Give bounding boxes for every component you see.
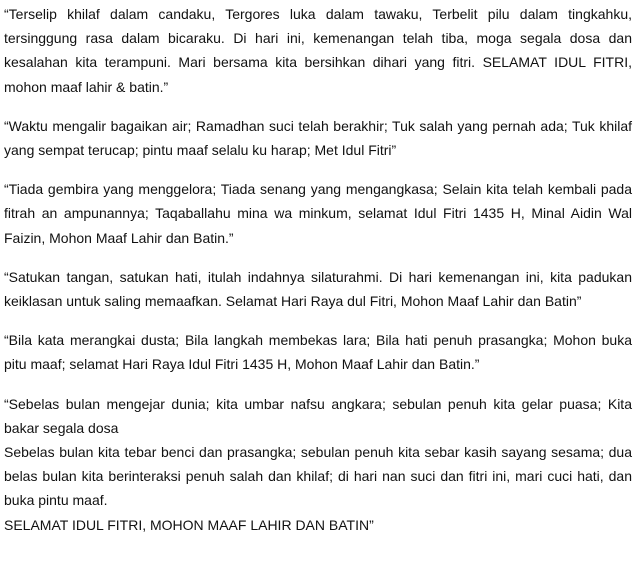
paragraph-2: “Waktu mengalir bagaikan air; Ramadhan suci telah berakhir; Tuk salah yang pernah ada; Tuk khilaf yang sempat terucap; pintu maaf selalu ku harap; Met Idul Fitri”: [4, 117, 632, 159]
paragraph-4: “Satukan tangan, satukan hati, itulah indahnya silaturahmi. Di hari kemenangan ini, kita padukan keiklasan untuk saling memaafkan. Selamat Hari Raya dul Fitri, Mohon Maaf Lahir dan Batin”: [4, 268, 632, 310]
greeting-document: [4, 2, 632, 537]
paragraph-6-line-2: Sebelas bulan kita tebar benci dan prasangka; sebulan penuh kita sebar kasih sayang sesama; dua belas bulan kita berinteraksi penuh salah dan khilaf; di hari nan suci dan fitri ini, mari cuci hati, dan buka pintu maaf.: [4, 444, 632, 509]
paragraph-6: [4, 392, 632, 537]
paragraph-1: “Terselip khilaf dalam candaku, Tergores luka dalam tawaku, Terbelit pilu dalam tingkahku, tersinggung rasa dalam bicaraku. Di hari ini, kemenangan telah tiba, moga segala dosa dan kesalahan kita terampuni. Mari bersama kita bersihkan dihari yang fitri. SELAMAT IDUL FITRI, mohon maaf lahir & batin.”: [4, 6, 632, 95]
paragraph-6-line-1: “Sebelas bulan mengejar dunia; kita umbar nafsu angkara; sebulan penuh kita gelar puasa; Kita bakar segala dosa: [4, 395, 632, 436]
paragraph-3: “Tiada gembira yang menggelora; Tiada senang yang mengangkasa; Selain kita telah kembali pada fitrah an ampunannya; Taqaballahu mina wa minkum, selamat Idul Fitri 1435 H, Minal Aidin Wal Faizin, Mohon Maaf Lahir dan Batin.”: [4, 181, 632, 246]
paragraph-6-line-3: SELAMAT IDUL FITRI, MOHON MAAF LAHIR DAN BATIN”: [4, 516, 374, 533]
paragraph-5: “Bila kata merangkai dusta; Bila langkah membekas lara; Bila hati penuh prasangka; Mohon buka pitu maaf; selamat Hari Raya Idul Fitri 1435 H, Mohon Maaf Lahir dan Batin.”: [4, 332, 632, 373]
